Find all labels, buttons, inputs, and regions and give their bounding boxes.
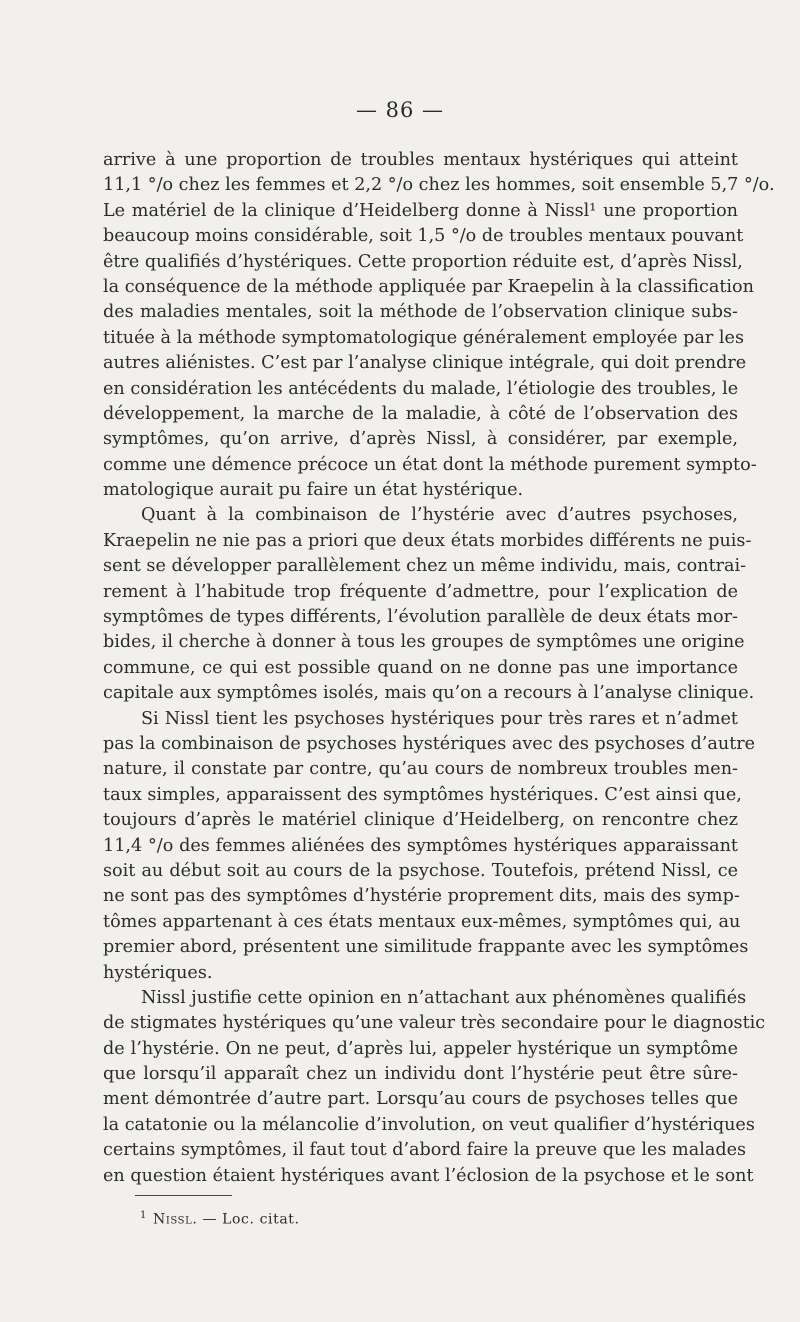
text-line: symptômes de types différents, l’évolution parallèle de deux états mor- — [103, 607, 738, 628]
text-line: beaucoup moins considérable, soit 1,5 °/o de troubles mentaux pouvant — [103, 226, 744, 247]
text-line: commune, ce qui est possible quand on ne donne pas une importance — [103, 657, 738, 678]
text-line: bides, il cherche à donner à tous les groupes de symptômes une origine — [103, 632, 745, 653]
text-line: comme une démence précoce un état dont la méthode purement sympto- — [103, 454, 757, 475]
text-line: sent se développer parallèlement chez un même individu, mais, contrai- — [103, 556, 747, 577]
text-line: tômes appartenant à ces états mentaux eux-mêmes, symptômes qui, au — [103, 911, 741, 932]
text-line: certains symptômes, il faut tout d’abord faire la preuve que les malades — [103, 1140, 747, 1161]
text-line: Le matériel de la clinique d’Heidelberg donne à Nissl¹ une proportion — [103, 200, 738, 221]
text-line: capitale aux symptômes isolés, mais qu’on a recours à l’analyse clinique. — [103, 683, 755, 704]
text-line: 11,4 °/o des femmes aliénées des symptômes hystériques apparaissant — [103, 835, 738, 856]
footnote-marker: 1 — [140, 1210, 147, 1221]
text-line: la conséquence de la méthode appliquée par Kraepelin à la classification — [103, 276, 754, 297]
text-line: nature, il constate par contre, qu’au cours de nombreux troubles men- — [103, 759, 738, 780]
text-line: que lorsqu’il apparaît chez un individu dont l’hystérie peut être sûre- — [103, 1064, 738, 1085]
text-line: Kraepelin ne nie pas a priori que deux états morbides différents ne puis- — [103, 530, 752, 551]
text-line: Si Nissl tient les psychoses hystériques pour très rares et n’admet — [141, 708, 738, 729]
text-line: autres aliénistes. C’est par l’analyse clinique intégrale, qui doit prendre — [103, 353, 747, 374]
text-line: des maladies mentales, soit la méthode de l’observation clinique subs- — [103, 302, 738, 323]
text-line: tituée à la méthode symptomatologique généralement employée par les — [103, 327, 744, 348]
text-line: en question étaient hystériques avant l’éclosion de la psychose et le sont — [103, 1165, 754, 1186]
text-line: pas la combinaison de psychoses hystériques avec des psychoses d’autre — [103, 733, 756, 754]
text-line: toujours d’après le matériel clinique d’Heidelberg, on rencontre chez — [103, 810, 738, 831]
text-line: être qualifiés d’hystériques. Cette proportion réduite est, d’après Nissl, — [103, 251, 743, 272]
page-number: — 86 — — [355, 98, 445, 122]
text-line: taux simples, apparaissent des symptômes hystériques. C’est ainsi que, — [103, 784, 742, 805]
text-line: arrive à une proportion de troubles mentaux hystériques qui atteint — [103, 150, 738, 170]
text-line: de l’hystérie. On ne peut, d’après lui, appeler hystérique un symptôme — [103, 1038, 738, 1059]
body-text — [103, 148, 775, 1189]
text-line: matologique aurait pu faire un état hystérique. — [103, 480, 524, 501]
text-line: Quant à la combinaison de l’hystérie avec d’autres psychoses, — [141, 505, 738, 526]
text-line: symptômes, qu’on arrive, d’après Nissl, à considérer, par exemple, — [103, 429, 738, 450]
text-line: ment démontrée d’autre part. Lorsqu’au cours de psychoses telles que — [103, 1089, 738, 1110]
text-line: développement, la marche de la maladie, à côté de l’observation des — [103, 403, 738, 424]
text-line: la catatonie ou la mélancolie d’involution, on veut qualifier d’hystériques — [103, 1114, 755, 1135]
text-line: soit au début soit au cours de la psychose. Toutefois, prétend Nissl, ce — [103, 860, 738, 881]
text-line: premier abord, présentent une similitude frappante avec les symptômes — [103, 937, 749, 958]
text-line: hystériques. — [103, 962, 213, 983]
footnote-author: Nissl. — [152, 1211, 198, 1228]
text-line: 11,1 °/o chez les femmes et 2,2 °/o chez les hommes, soit ensemble 5,7 °/o. — [103, 175, 775, 196]
text-line: rement à l’habitude trop fréquente d’admettre, pour l’explication de — [103, 581, 738, 602]
footnote — [140, 1210, 300, 1228]
text-line: ne sont pas des symptômes d’hystérie proprement dits, mais des symp- — [103, 886, 740, 907]
text-line: en considération les antécédents du malade, l’étiologie des troubles, le — [103, 378, 739, 399]
text-line: de stigmates hystériques qu’une valeur très secondaire pour le diagnostic — [103, 1013, 766, 1034]
footnote-divider — [135, 1195, 232, 1196]
footnote-text: — Loc. citat. — [202, 1211, 300, 1228]
text-line: Nissl justifie cette opinion en n’attachant aux phénomènes qualifiés — [141, 987, 747, 1008]
